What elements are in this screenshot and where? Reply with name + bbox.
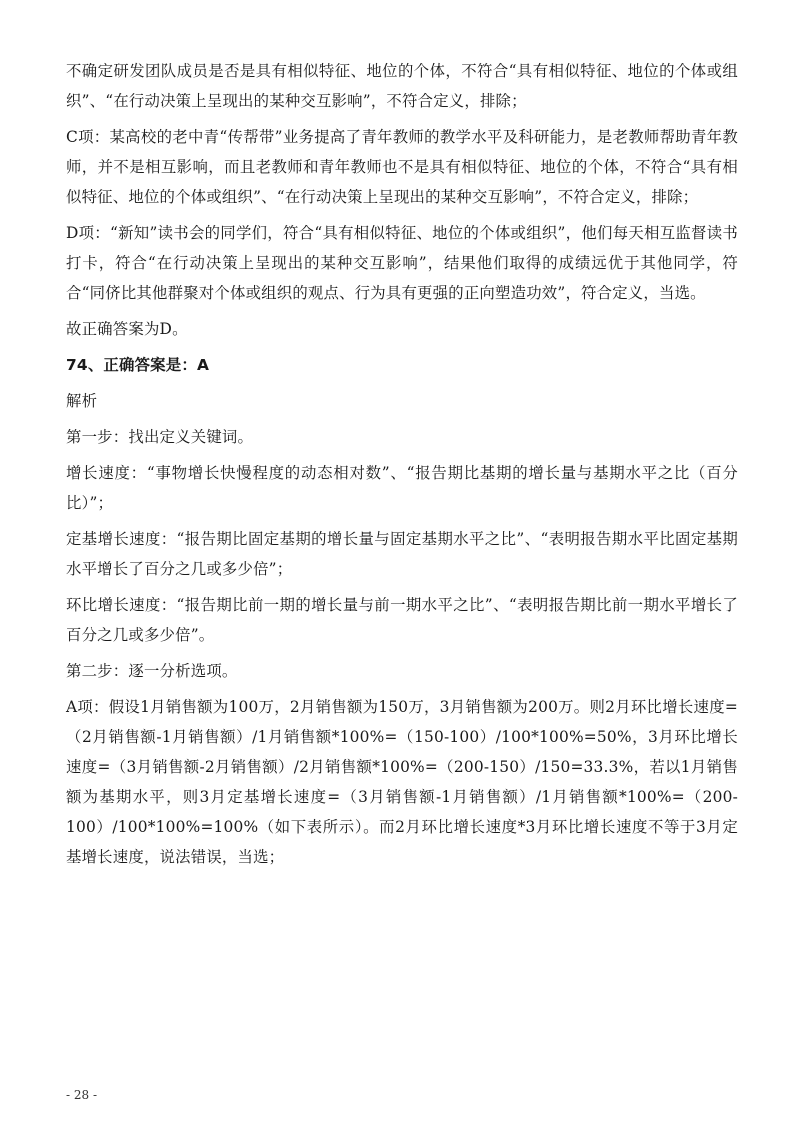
answer-heading: 74、正确答案是：A xyxy=(66,356,210,374)
step-two: 第二步：逐一分析选项。 xyxy=(66,662,238,680)
step-one: 第一步：找出定义关键词。 xyxy=(66,428,254,446)
definition-growth-rate: 增长速度：“事物增长快慢程度的动态相对数”、“报告期比基期的增长量与基期水平之比（百分比）”； xyxy=(66,464,738,512)
page-number: - 28 - xyxy=(66,1088,98,1102)
definition-chain-growth: 环比增长速度：“报告期比前一期的增长量与前一期水平之比”、“表明报告期比前一期水平增长了百分之几或多少倍”。 xyxy=(66,596,738,644)
paragraph-option-d: D项：“新知”读书会的同学们，符合“具有相似特征、地位的个体或组织”，他们每天相互监督读书打卡，符合“在行动决策上呈现出的某种交互影响”，结果他们取得的成绩远优于其他同学，符合“同侪比其他群聚对个体或组织的观点、行为具有更强的正向塑造功效”，符合定义，当选。 xyxy=(66,224,738,302)
paragraph-option-b-continuation: 不确定研发团队成员是否是具有相似特征、地位的个体，不符合“具有相似特征、地位的个体或组织”、“在行动决策上呈现出的某种交互影响”，不符合定义，排除； xyxy=(66,62,738,110)
paragraph-conclusion: 故正确答案为D。 xyxy=(66,320,188,338)
definition-fixed-base-growth: 定基增长速度：“报告期比固定基期的增长量与固定基期水平之比”、“表明报告期水平比固定基期水平增长了百分之几或多少倍”； xyxy=(66,530,738,578)
analysis-label: 解析 xyxy=(66,392,98,410)
paragraph-option-c: C项：某高校的老中青“传帮带”业务提高了青年教师的教学水平及科研能力，是老教师帮助青年教师，并不是相互影响，而且老教师和青年教师也不是具有相似特征、地位的个体，不符合“具有相似特征、地位的个体或组织”、“在行动决策上呈现出的某种交互影响”，不符合定义，排除； xyxy=(66,128,738,206)
page-body xyxy=(66,56,738,878)
paragraph-option-a-analysis: A项：假设1月销售额为100万，2月销售额为150万，3月销售额为200万。则2月环比增长速度=（2月销售额-1月销售额）/1月销售额*100%=（150-100）/100*100%=50%，3月环比增长速度=（3月销售额-2月销售额）/2月销售额*100%=（200-150）/150=33.3%，若以1月销售额为基期水平，则3月定基增长速度=（3月销售额-1月销售额）/1月销售额*100%=（200-100）/100*100%=100%（如下表所示）。而2月环比增长速度*3月环比增长速度不等于3月定基增长速度，说法错误，当选； xyxy=(66,698,738,866)
